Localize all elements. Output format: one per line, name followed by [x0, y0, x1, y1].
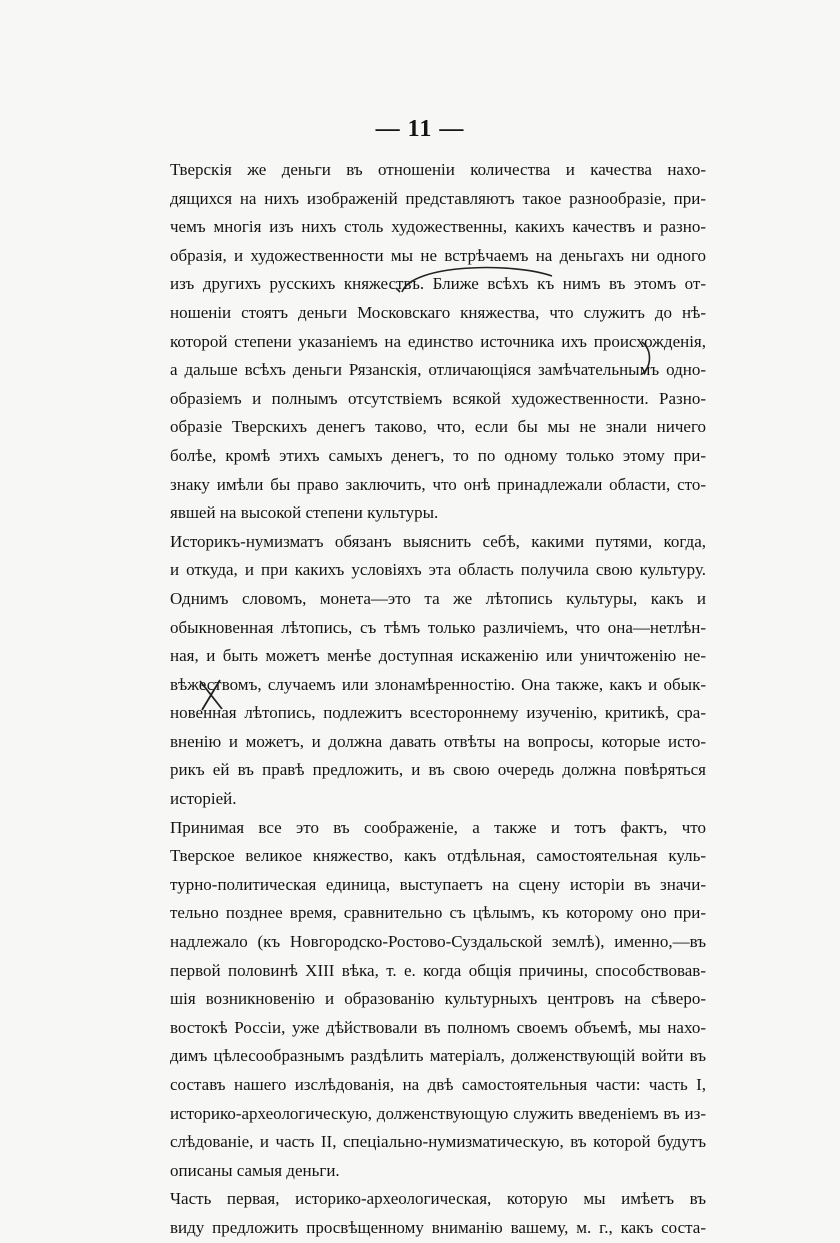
text-line: рикъ ей въ правѣ предложить, и въ свою очередь должна повѣряться [170, 760, 706, 780]
text-line: вненію и можетъ, и должна давать отвѣты на вопросы, которые исто- [170, 731, 706, 751]
pencil-bracket-mark-icon [638, 340, 658, 376]
paragraph-2 [170, 528, 706, 585]
text-line: чемъ многія изъ нихъ столь художественны, какихъ качествъ и разно- [170, 217, 706, 237]
text-line: явшей на высокой степени культуры. [170, 503, 439, 523]
text-line: а дальше всѣхъ деньги Рязанскія, отличающіяся замѣчательнымъ одно- [170, 360, 706, 380]
text-line: Часть первая, историко-археологическая, которую мы имѣетъ въ [170, 1189, 706, 1209]
paragraph-5 [170, 1185, 706, 1242]
text-line: которой степени указаніемъ на единство источника ихъ происхожденія, [170, 331, 706, 351]
text-line: Тверскія же деньги въ отношеніи количества и качества нахо- [170, 160, 706, 179]
text-line: историко-археологическую, долженствующую служить введеніемъ въ из- [170, 1103, 706, 1123]
page-number: — 11 — [375, 116, 465, 142]
text-line: болѣе, кромѣ этихъ самыхъ денегъ, то по одному только этому при- [170, 445, 706, 465]
text-line: димъ цѣлесообразнымъ раздѣлить матеріалъ, долженствующій войти въ [170, 1046, 706, 1066]
paragraph-3 [170, 585, 706, 814]
text-line: виду предложить просвѣщенному вниманію вашему, м. г., какъ соста- [170, 1217, 706, 1237]
text-line: первой половинѣ XIII вѣка, т. е. когда общія причины, способствовав- [170, 960, 706, 980]
text-line: ная, и быть можетъ менѣе доступная искаженію или уничтоженію не- [170, 646, 706, 666]
body-text [170, 156, 706, 1243]
text-line: Историкъ-нумизматъ обязанъ выяснить себѣ, какими путями, когда, [170, 531, 706, 551]
text-line: описаны самыя деньги. [170, 1160, 340, 1180]
text-line: надлежало (къ Новгородско-Ростово-Суздальской землѣ), именно,—въ [170, 932, 706, 952]
text-line: Тверское великое княжество, какъ отдѣльная, самостоятельная куль- [170, 846, 706, 866]
text-line: слѣдованіе, и часть II, спеціально-нумизматическую, въ которой будутъ [170, 1132, 706, 1152]
pencil-x-mark-icon [196, 678, 226, 712]
text-line: образія, и художественности мы не встрѣчаемъ на деньгахъ ни одного [170, 245, 706, 265]
text-line: исторіей. [170, 789, 237, 809]
text-line: востокѣ Россіи, уже дѣйствовали въ полномъ своемъ объемѣ, мы нахо- [170, 1017, 706, 1037]
text-line: вѣжествомъ, случаемъ или злонамѣренностію. Она также, какъ и обык- [170, 674, 706, 694]
text-line: новенная лѣтопись, подлежитъ всестороннему изученію, критикѣ, сра- [170, 703, 706, 723]
text-line: дящихся на нихъ изображеній представляютъ такое разнообразіе, при- [170, 188, 706, 208]
text-line: шія возникновенію и образованію культурныхъ центровъ на сѣверо- [170, 989, 706, 1009]
text-line: тельно позднее время, сравнительно съ цѣлымъ, къ которому оно при- [170, 903, 706, 923]
text-line: обыкновенная лѣтопись, съ тѣмъ только различіемъ, что она—нетлѣн- [170, 617, 706, 637]
pencil-arc-mark-icon [392, 262, 572, 302]
paragraph-4 [170, 814, 706, 1186]
text-line: Однимъ словомъ, монета—это та же лѣтопись культуры, какъ и [170, 588, 706, 608]
text-line: составъ нашего изслѣдованія, на двѣ самостоятельныя части: часть I, [170, 1075, 706, 1094]
text-line: Принимая все это въ соображеніе, а также и тотъ фактъ, что [170, 817, 706, 837]
text-line: турно-политическая единица, выступаетъ на сцену исторіи въ значи- [170, 874, 706, 894]
text-line: образіе Тверскихъ денегъ таково, что, если бы мы не знали ничего [170, 417, 706, 437]
text-line: и откуда, и при какихъ условіяхъ эта область получила свою культуру. [170, 560, 706, 580]
text-line: ношеніи стоятъ деньги Московскаго княжества, что служитъ до нѣ- [170, 302, 706, 322]
text-line: образіемъ и полнымъ отсутствіемъ всякой художественности. Разно- [170, 388, 706, 408]
paragraph-1 [170, 156, 706, 528]
text-line: знаку имѣли бы право заключить, что онѣ принадлежали области, сто- [170, 474, 706, 494]
text-line: изъ другихъ русскихъ княжествъ. Ближе всѣхъ къ нимъ въ этомъ от- [170, 274, 706, 294]
